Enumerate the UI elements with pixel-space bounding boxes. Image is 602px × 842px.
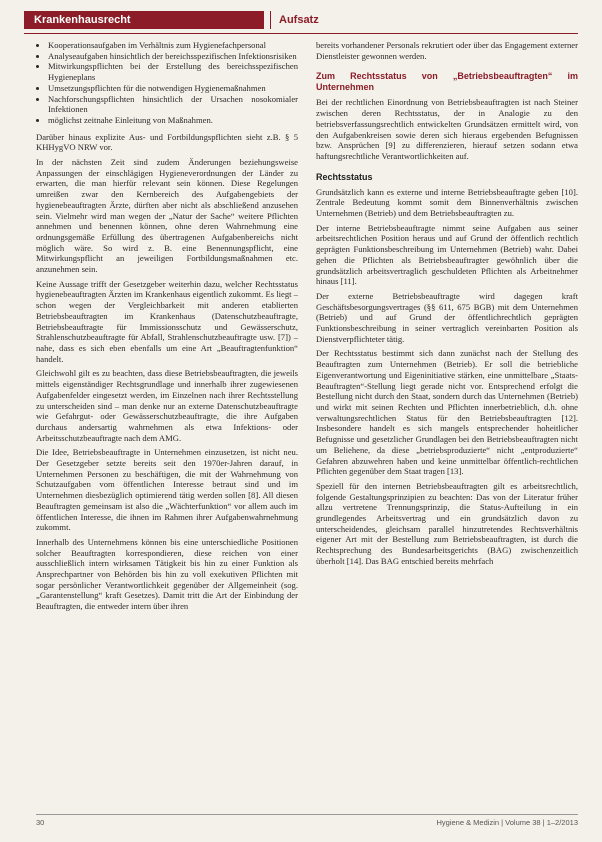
paragraph: Keine Aussage trifft der Gesetzgeber weiterhin dazu, welcher Rechtsstatus hygienebeauftragten Ärzten im Krankenhaus eigentlich zukommt. Es liegt – schon wegen der Vergleichbarkeit mit anderen etablierten Betriebsbeauftragten im Krankenhaus (Datenschutzbeauftragte, Betriebsbeauftragte für Immissionsschutz und Gewässerschutz, Strahlenschutzbeauftragte für Abfall, Strahlenschutzbeauftragte usw. [7]) – nahe, dass es sich eben ebenfalls um eine Art „Beauftragtenfunktion“ handelt. xyxy=(36,278,298,364)
section-label: Aufsatz xyxy=(270,11,319,29)
journal-reference: Hygiene & Medizin | Volume 38 | 1–2/2013 xyxy=(436,818,578,827)
paragraph: In der nächsten Zeit sind zudem Änderungen beziehungsweise Anpassungen der einschlägigen Hygieneverordnungen der Länder zu erwarten, die man hierfür relevant sein können. Diese Regelungen umreißen zwar den Kernbereich des Aufgabengebiets der hygienebeauftragten Ärzte, dürften aber nicht als abschließend anzusehen sein. Vielmehr wird man wegen der „Natur der Sache“ weitere Pflichten annehmen und benennen können, ohne deren Wahrnehmung eine ordnungsgemäße Erfüllung des übertragenen Aufgabenbereichs nicht möglich wäre. So wird z. B. eine Benennungspflicht, eine Mitwirkungspflicht an jeweiligen Fortbildungsmaßnahmen etc. anzunehmen sein. xyxy=(36,157,298,275)
list-item: • Umsetzungspflichten für die notwendigen Hygienemaßnahmen xyxy=(48,83,298,94)
page-header xyxy=(24,10,578,30)
paragraph: bereits vorhandener Personals rekrutiert oder über das Engagement externer Dienstleister gewonnen werden. xyxy=(316,40,578,61)
footer-rule xyxy=(36,814,578,815)
paragraph: Der Rechtsstatus bestimmt sich dann zunächst nach der Stellung des Beauftragten zum Unternehmen (Betrieb). Er soll die betriebliche Eigenverantwortung und Eigeninitiative stärken, eine unmittelbare „Staats-Beauftragten“-Stellung liegt gerade nicht vor. Entsprechend erfolgt die Bestellung nicht durch den Staat, sondern durch das Unternehmen (Betrieb) und wirkt mit seinen Rechten und Pflichten innerbetrieblich, d.h. ohne verwaltungsrechtlichen Status für den Betriebsbeauftragten [12]. Insbesondere handelt es sich mangels entsprechender hoheitlicher Befugnisse und gesetzlicher Grundlagen bei den Betriebsbeauftragten nicht um Beliehene, da diese „betriebsproduzierte“ nicht „entproduzierte“ Gefahren abzuwehren haben und keine unmittelbar öffentlich-rechtlichen Pflichten gegenüber dem Staat tragen [13]. xyxy=(316,348,578,477)
right-column xyxy=(316,40,578,810)
paragraph: Darüber hinaus explizite Aus- und Fortbildungspflichten sieht z.B. § 5 KHHygVO NRW vor. xyxy=(36,131,298,153)
list-item: • Kooperationsaufgaben im Verhältnis zum Hygienefachpersonal xyxy=(48,40,298,51)
rubric-label: Krankenhausrecht xyxy=(24,11,264,29)
left-column xyxy=(36,40,298,810)
list-item: • Analyseaufgaben hinsichtlich der bereichsspezifischen Infektionsrisiken xyxy=(48,51,298,62)
list-item: • möglichst zeitnahe Einleitung von Maßnahmen. xyxy=(48,115,298,126)
page-footer xyxy=(36,818,578,830)
paragraph: Innerhalb des Unternehmens können bis eine unterschiedliche Positionen solcher Beauftragten korrespondieren, diese reichen von einer ausschließlich intern wirksamen Tätigkeit bis hin zu einer Funktion als Ansprechpartner von Behörden bis hin zu voll exekutiven Pflichten mit sogar persönlicher Verantwortlichkeit gegenüber der Allgemeinheit (sog. „Garantenstellung“ kraft Gesetzes). Damit tritt die Art der Einbindung der Beauftragten, die entweder intern über ihren xyxy=(36,536,298,612)
paragraph: Speziell für den internen Betriebsbeauftragten gilt es arbeitsrechtlich, folgende Gestaltungsprinzipien zu beachten: Das von der Literatur früher allzu vertretene Trennungsprinzip, die Status-Aufteilung in ein grundlegendes Arbeitsvertrag und ein grundsätzlich davon zu unterscheidendes, gleichsam parallel hinzutretendes Rechtsverhältnis eigener Art mit der Bestellung zum Betriebsbeauftragten, ist durch die Rechtsprechung des Bundesarbeitsgerichts (BAG) zwischenzeitlich überholt [14]. Das BAG entschied bereits mehrfach xyxy=(316,480,578,566)
paragraph: Die Idee, Betriebsbeauftragte in Unternehmen einzusetzen, ist nicht neu. Der Gesetzgeber setzte bereits seit den 1970er-Jahren darauf, in Unternehmen Personen zu beschäftigen, die mit der Wahrnehmung von Schutzaufgaben vom öffentlichen Interesse betraut sind und im Unternehmen diesbezüglich optimierend tätig werden sollen [8]. All diesen Beauftragten gemeinsam ist also die „Wächterfunktion“ vor allem auch im öffentlichen Interesse, die ihnen im Rahmen ihrer Aufgabenwahrnehmung zukommt. xyxy=(36,447,298,533)
paragraph: Bei der rechtlichen Einordnung von Betriebsbeauftragten ist nach Steiner zwischen deren Rechtsstatus, der in Analogie zu den betriebsverfassungsrechtlich entwickelten Grundsätzen ermittelt wird, von den Aufgabenkreisen sowie deren sich hieraus ergebenden Befugnissen bzw. Ansprüchen [9] zu differenzieren, hierauf setzen sodann etwa haftungsrechtliche Verantwortlichkeiten auf. xyxy=(316,97,578,161)
paragraph: Der externe Betriebsbeauftragte wird dagegen kraft Geschäftsbesorgungsvertrages (§§ 611, 675 BGB) mit dem Unternehmen (Betrieb) und auf Grund der öffentlichrechtlich geprägten Funktionsbeschreibung in seiner vertraglich vereinbarten Position als Dienstverpflichteter tätig. xyxy=(316,290,578,344)
list-item: • Nachforschungspflichten hinsichtlich der Ursachen nosokomialer Infektionen xyxy=(48,94,298,115)
section-heading: Zum Rechtsstatus von „Betriebsbeauftragten“ im Unternehmen xyxy=(316,71,578,93)
header-rule xyxy=(24,33,578,34)
list-item: • Mitwirkungspflichten bei der Erstellung des bereichsspezifischen Hygieneplans xyxy=(48,61,298,82)
paragraph: Grundsätzlich kann es externe und interne Betriebsbeauftragte geben [10]. Zentrale Bedeutung kommt somit dem Binnenverhältnis zwischen Unternehmen (Betrieb) und dem Betriebsbeauftragten zu. xyxy=(316,186,578,219)
task-list xyxy=(36,40,298,126)
paragraph: Der interne Betriebsbeauftragte nimmt seine Aufgaben aus seiner arbeitsrechtlichen Position heraus und auf Grund der öffentlich rechtlich geprägten Funktionsbeschreibung im Unternehmen (Betrieb) wahr. Dabei gehen die Pflichten als Betriebsbeauftragter gewöhnlich über die grundsätzlich arbeitsvertraglich geschuldeten Pflichten als Arbeitnehmer hinaus [11]. xyxy=(316,222,578,287)
page-number: 30 xyxy=(36,818,45,827)
subsection-heading: Rechtsstatus xyxy=(316,171,373,182)
paragraph: Gleichwohl gilt es zu beachten, dass diese Betriebsbeauftragten, die jeweils mittels eigenständiger Rechtsgrundlage und innerhalb ihrer zugewiesenen Aufgabenfelder eingesetzt werden, im Einzelnen nach ihrer Rechtsstellung zu unterscheiden sind – man denke nur an externe Datenschutzbeauftragte wie Gefahrgut- oder Gewässerschutzbeauftragte, die ihre Aufgaben durchaus andersartig wahrnehmen als etwa Infektions- oder Arbeitsschutzbeauftragte nach dem AMG. xyxy=(36,368,298,443)
